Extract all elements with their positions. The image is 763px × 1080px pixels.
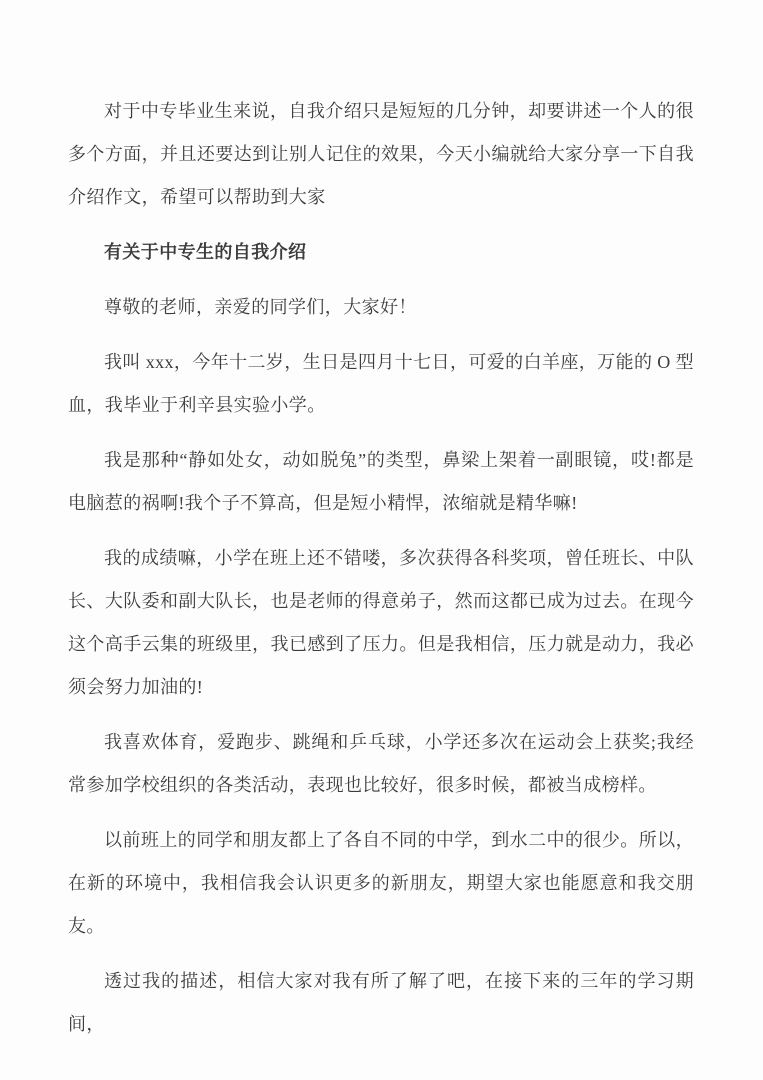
section-heading: 有关于中专生的自我介绍 [104, 242, 307, 262]
paragraph-basic-info: 我叫 xxx，今年十二岁，生日是四月十七日，可爱的白羊座，万能的 O 型血，我毕业于利辛县实验小学。 [68, 352, 694, 415]
paragraph-personality: 我是那种“静如处女，动如脱兔”的类型，鼻梁上架着一副眼镜，哎!都是电脑惹的祸啊!我个子不算高，但是短小精悍，浓缩就是精华嘛! [68, 450, 694, 513]
paragraph-friends: 以前班上的同学和朋友都上了各自不同的中学，到水二中的很少。所以，在新的环境中，我相信我会认识更多的新朋友，期望大家也能愿意和我交朋友。 [68, 830, 694, 936]
paragraph-greeting: 尊敬的老师，亲爱的同学们，大家好！ [104, 297, 417, 317]
paragraph-grades: 我的成绩嘛，小学在班上还不错喽，多次获得各科奖项，曾任班长、中队长、大队委和副大队长，也是老师的得意弟子，然而这都已成为过去。在现今这个高手云集的班级里，我已感到了压力。但是我相信，压力就是动力，我必须会努力加油的! [68, 548, 694, 697]
paragraph-sports: 我喜欢体育，爱跑步、跳绳和乒乓球，小学还多次在运动会上获奖;我经常参加学校组织的各类活动，表现也比较好，很多时候，都被当成榜样。 [68, 732, 694, 795]
paragraph-closing: 透过我的描述，相信大家对我有所了解了吧，在接下来的三年的学习期间， [68, 971, 694, 1034]
intro-paragraph: 对于中专毕业生来说，自我介绍只是短短的几分钟，却要讲述一个人的很多个方面，并且还要达到让别人记住的效果，今天小编就给大家分享一下自我介绍作文，希望可以帮助到大家 [68, 101, 694, 207]
